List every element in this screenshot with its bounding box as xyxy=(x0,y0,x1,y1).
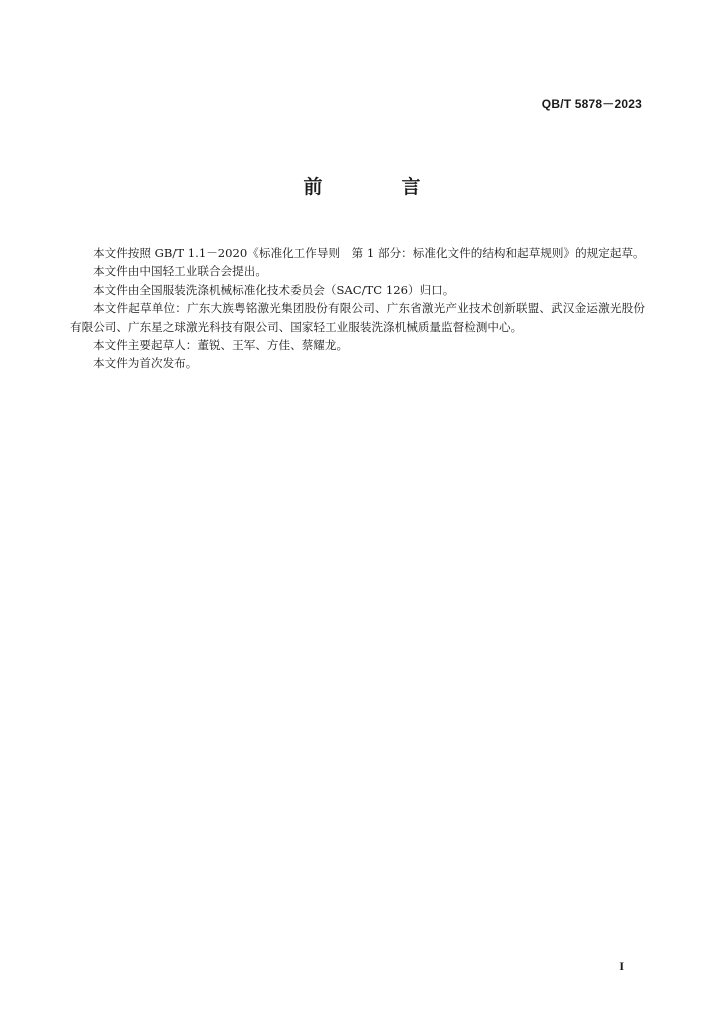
standard-number: QB/T 5878－2023 xyxy=(541,97,642,111)
paragraph-first-release: 本文件为首次发布。 xyxy=(93,356,198,371)
paragraph-committee: 本文件由全国服装洗涤机械标准化技术委员会（SAC/TC 126）归口。 xyxy=(93,282,455,297)
paragraph-proposer: 本文件由中国轻工业联合会提出。 xyxy=(93,264,267,279)
page-title: 前 言 xyxy=(303,176,451,198)
paragraph-drafters: 本文件主要起草人：董锐、王军、方佳、蔡耀龙。 xyxy=(93,338,349,353)
paragraph-drafting-rules: 本文件按照 GB/T 1.1－2020《标准化工作导则 第 1 部分：标准化文件的结构和起草规则》的规定起草。 xyxy=(93,246,645,260)
page-number: I xyxy=(619,959,624,973)
paragraph-drafting-units: 本文件起草单位：广东大族粤铭激光集团股份有限公司、广东省激光产业技术创新联盟、武汉金运激光股份有限公司、广东星之球激光科技有限公司、国家轻工业服装洗涤机械质量监督检测中心。 xyxy=(70,301,645,334)
foreword-body xyxy=(70,244,645,373)
